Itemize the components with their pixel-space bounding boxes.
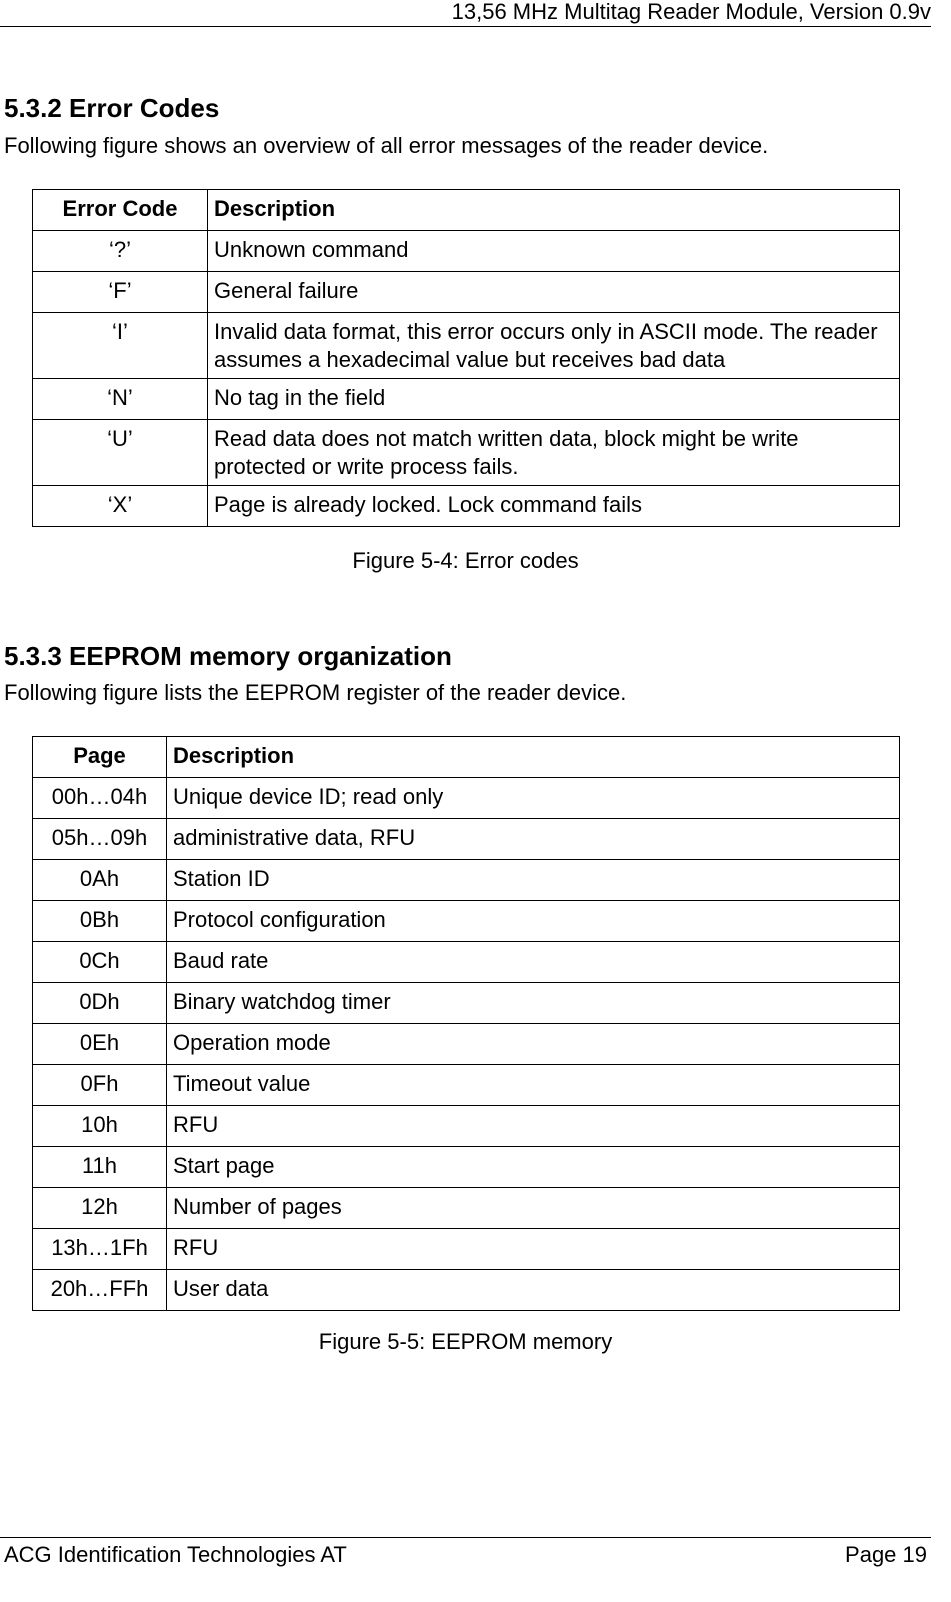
description-cell: Unique device ID; read only bbox=[167, 778, 900, 819]
page-cell: 0Eh bbox=[33, 1024, 167, 1065]
description-cell: Station ID bbox=[167, 860, 900, 901]
table-row bbox=[33, 420, 900, 486]
table-row bbox=[33, 379, 900, 420]
description-cell: Number of pages bbox=[167, 1188, 900, 1229]
page-cell: 05h…09h bbox=[33, 819, 167, 860]
description-cell: RFU bbox=[167, 1106, 900, 1147]
page-cell: 00h…04h bbox=[33, 778, 167, 819]
description-cell: administrative data, RFU bbox=[167, 819, 900, 860]
eeprom-table bbox=[32, 736, 900, 1311]
table-row bbox=[33, 942, 900, 983]
table-row bbox=[33, 486, 900, 527]
table-row bbox=[33, 778, 900, 819]
table-row bbox=[33, 1229, 900, 1270]
description-cell: Baud rate bbox=[167, 942, 900, 983]
table-row bbox=[33, 1106, 900, 1147]
header-divider bbox=[0, 26, 931, 27]
error-code-cell: ‘?’ bbox=[33, 231, 208, 272]
description-cell: No tag in the field bbox=[208, 379, 900, 420]
table-row bbox=[33, 983, 900, 1024]
description-cell: Start page bbox=[167, 1147, 900, 1188]
column-header-error-code: Error Code bbox=[33, 190, 208, 231]
page-cell: 12h bbox=[33, 1188, 167, 1229]
table-row bbox=[33, 1188, 900, 1229]
description-cell: Timeout value bbox=[167, 1065, 900, 1106]
error-code-cell: ‘I’ bbox=[33, 313, 208, 379]
column-header-description: Description bbox=[208, 190, 900, 231]
table-row bbox=[33, 272, 900, 313]
page-cell: 10h bbox=[33, 1106, 167, 1147]
page-cell: 0Fh bbox=[33, 1065, 167, 1106]
column-header-page: Page bbox=[33, 737, 167, 778]
table-header-row bbox=[33, 190, 900, 231]
column-header-description: Description bbox=[167, 737, 900, 778]
table-row bbox=[33, 860, 900, 901]
page-cell: 13h…1Fh bbox=[33, 1229, 167, 1270]
description-cell: Unknown command bbox=[208, 231, 900, 272]
error-code-cell: ‘F’ bbox=[33, 272, 208, 313]
table-row bbox=[33, 231, 900, 272]
figure-caption-eeprom: Figure 5-5: EEPROM memory bbox=[318, 1329, 613, 1354]
table-header-row bbox=[33, 737, 900, 778]
footer-divider bbox=[0, 1537, 931, 1538]
footer-company: ACG Identification Technologies AT bbox=[4, 1542, 347, 1567]
eeprom-intro: Following figure lists the EEPROM register of the reader device. bbox=[4, 680, 627, 705]
description-cell: Operation mode bbox=[167, 1024, 900, 1065]
description-cell: Protocol configuration bbox=[167, 901, 900, 942]
page-cell: 0Dh bbox=[33, 983, 167, 1024]
error-codes-table bbox=[32, 189, 900, 527]
description-cell: General failure bbox=[208, 272, 900, 313]
table-row bbox=[33, 1065, 900, 1106]
section-heading-eeprom: 5.3.3 EEPROM memory organization bbox=[4, 641, 452, 671]
table-row bbox=[33, 1024, 900, 1065]
table-row bbox=[33, 313, 900, 379]
page-cell: 11h bbox=[33, 1147, 167, 1188]
section-heading-error-codes: 5.3.2 Error Codes bbox=[4, 93, 220, 123]
description-cell: Page is already locked. Lock command fails bbox=[208, 486, 900, 527]
description-cell: Invalid data format, this error occurs only in ASCII mode. The reader assumes a hexadecimal value but receives bad data bbox=[208, 313, 900, 379]
description-cell: Read data does not match written data, block might be write protected or write process fails. bbox=[208, 420, 900, 486]
page-cell: 20h…FFh bbox=[33, 1270, 167, 1311]
header-title: 13,56 MHz Multitag Reader Module, Version 0.9v bbox=[451, 0, 931, 24]
description-cell: RFU bbox=[167, 1229, 900, 1270]
table-row bbox=[33, 1147, 900, 1188]
table-row bbox=[33, 819, 900, 860]
table-row bbox=[33, 1270, 900, 1311]
error-codes-intro: Following figure shows an overview of all error messages of the reader device. bbox=[4, 133, 769, 158]
page-cell: 0Ch bbox=[33, 942, 167, 983]
description-cell: User data bbox=[167, 1270, 900, 1311]
error-code-cell: ‘X’ bbox=[33, 486, 208, 527]
figure-caption-error-codes: Figure 5-4: Error codes bbox=[352, 548, 579, 573]
page-cell: 0Ah bbox=[33, 860, 167, 901]
page-cell: 0Bh bbox=[33, 901, 167, 942]
footer-page-number: Page 19 bbox=[845, 1542, 927, 1567]
description-cell: Binary watchdog timer bbox=[167, 983, 900, 1024]
table-row bbox=[33, 901, 900, 942]
error-code-cell: ‘U’ bbox=[33, 420, 208, 486]
error-code-cell: ‘N’ bbox=[33, 379, 208, 420]
